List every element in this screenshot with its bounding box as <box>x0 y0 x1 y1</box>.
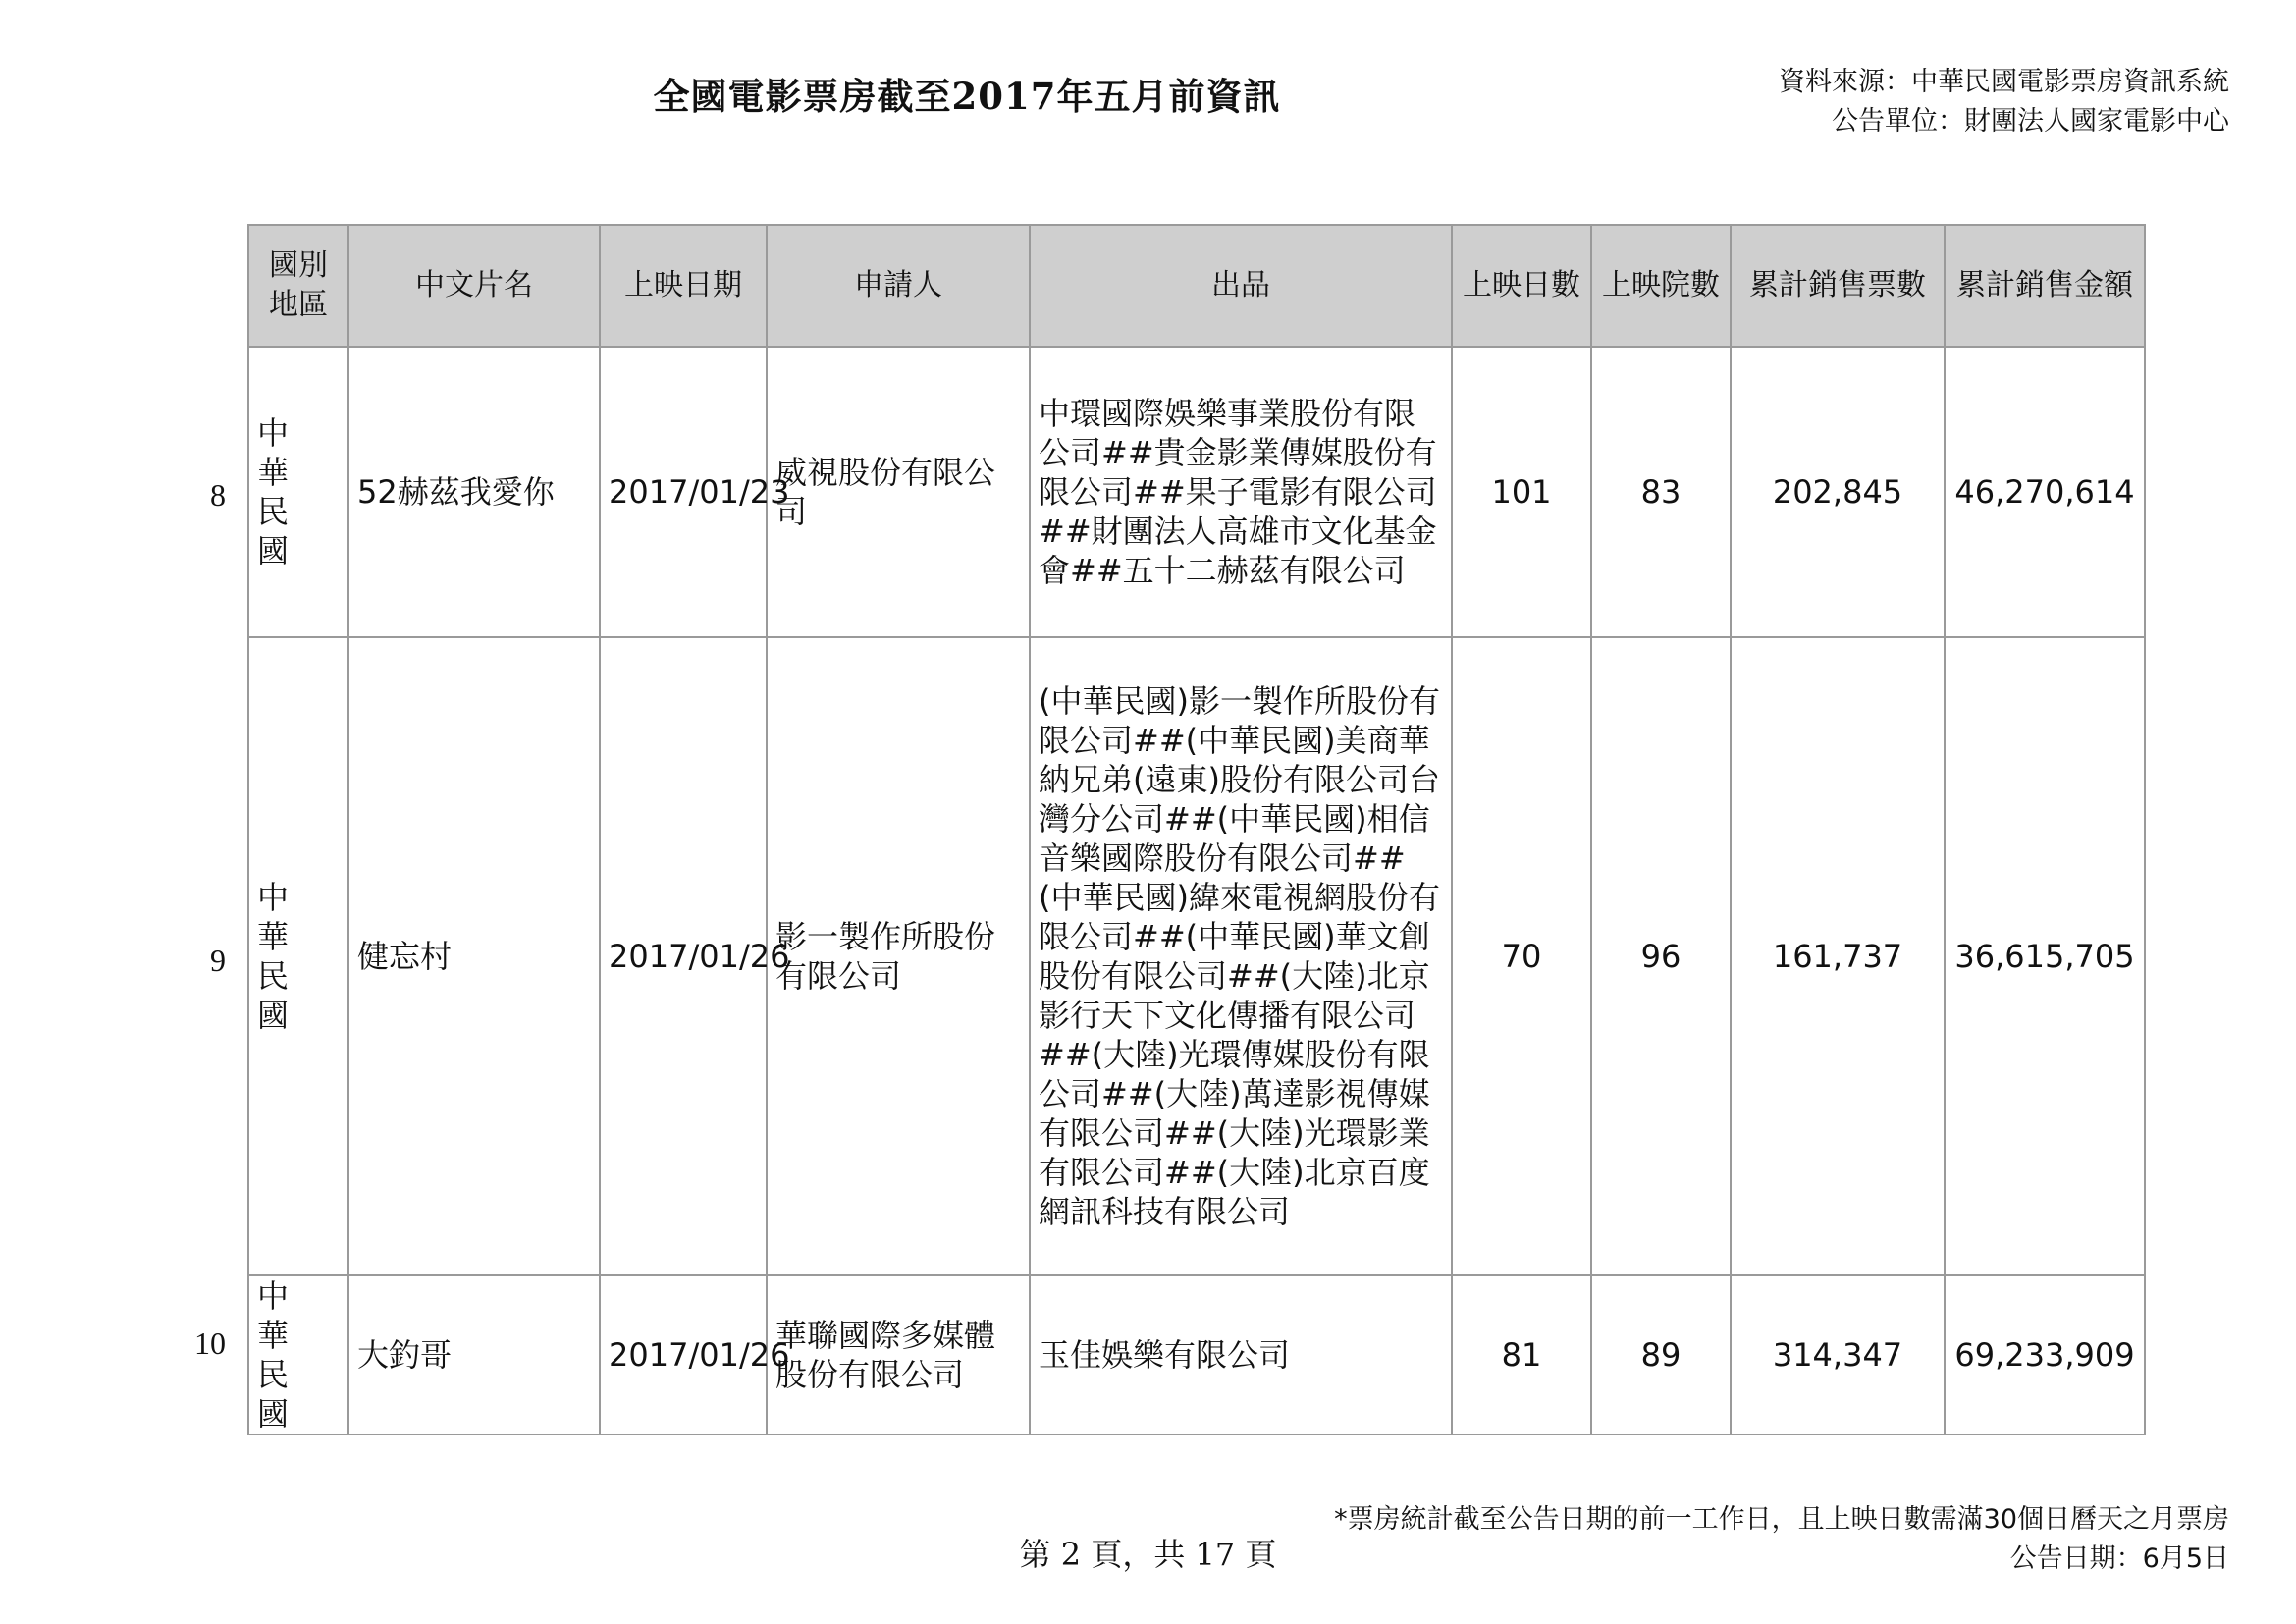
cell-release-date: 2017/01/23 <box>600 347 767 637</box>
page-title: 全國電影票房截至2017年五月前資訊 <box>653 75 1281 118</box>
row-index: 10 <box>194 1326 226 1361</box>
cell-theaters: 83 <box>1591 347 1731 637</box>
publisher-line: 公告單位：財團法人國家電影中心 <box>1832 106 2229 136</box>
cell-days: 81 <box>1452 1275 1591 1435</box>
cell-tickets: 314,347 <box>1731 1275 1945 1435</box>
cell-theaters: 89 <box>1591 1275 1731 1435</box>
cell-release-date: 2017/01/26 <box>600 637 767 1275</box>
cell-release-date: 2017/01/26 <box>600 1275 767 1435</box>
cell-applicant: 威視股份有限公司 <box>767 347 1030 637</box>
cell-producer: 玉佳娛樂有限公司 <box>1030 1275 1452 1435</box>
col-header-revenue: 累計銷售金額 <box>1945 225 2145 347</box>
cell-region: 中華民國 <box>248 347 348 637</box>
announce-date: 公告日期：6月5日 <box>2009 1543 2229 1574</box>
col-header-release-date: 上映日期 <box>600 225 767 347</box>
col-header-tickets: 累計銷售票數 <box>1731 225 1945 347</box>
cell-title: 52赫茲我愛你 <box>348 347 600 637</box>
cell-days: 101 <box>1452 347 1591 637</box>
table-row <box>248 637 2145 1275</box>
col-header-days: 上映日數 <box>1452 225 1591 347</box>
cell-applicant: 華聯國際多媒體股份有限公司 <box>767 1275 1030 1435</box>
col-header-producer: 出品 <box>1030 225 1452 347</box>
col-header-region: 國別地區 <box>248 225 348 347</box>
cell-applicant: 影一製作所股份有限公司 <box>767 637 1030 1275</box>
row-index: 9 <box>210 943 226 978</box>
cell-region: 中華民國 <box>248 1275 348 1435</box>
footnote-text: *票房統計截至公告日期的前一工作日，且上映日數需滿30個日曆天之月票房 <box>1334 1504 2229 1535</box>
col-header-title: 中文片名 <box>348 225 600 347</box>
source-line: 資料來源：中華民國電影票房資訊系統 <box>1779 67 2229 97</box>
header-row <box>248 225 2145 347</box>
table-row <box>248 1275 2145 1435</box>
cell-revenue: 46,270,614 <box>1945 347 2145 637</box>
source-info <box>1779 63 2229 141</box>
row-index: 8 <box>210 477 226 513</box>
col-header-theaters: 上映院數 <box>1591 225 1731 347</box>
cell-tickets: 161,737 <box>1731 637 1945 1275</box>
cell-revenue: 69,233,909 <box>1945 1275 2145 1435</box>
box-office-table <box>247 224 2146 1435</box>
cell-tickets: 202,845 <box>1731 347 1945 637</box>
cell-producer: (中華民國)影一製作所股份有限公司##(中華民國)美商華納兄弟(遠東)股份有限公司台灣分公司##(中華民國)相信音樂國際股份有限公司##(中華民國)緯來電視網股份有限公司##(中華民國)華文創股份有限公司##(大陸)北京影行天下文化傳播有限公司##(大陸)光環傳媒股份有限公司##(大陸)萬達影視傳媒有限公司##(大陸)光環影業有限公司##(大陸)北京百度網訊科技有限公司 <box>1030 637 1452 1275</box>
page-number: 第 2 頁，共 17 頁 <box>1019 1536 1277 1573</box>
col-header-applicant: 申請人 <box>767 225 1030 347</box>
cell-region: 中華民國 <box>248 637 348 1275</box>
cell-days: 70 <box>1452 637 1591 1275</box>
cell-title: 大釣哥 <box>348 1275 600 1435</box>
cell-theaters: 96 <box>1591 637 1731 1275</box>
cell-revenue: 36,615,705 <box>1945 637 2145 1275</box>
cell-producer: 中環國際娛樂事業股份有限公司##貴金影業傳媒股份有限公司##果子電影有限公司##財團法人高雄市文化基金會##五十二赫茲有限公司 <box>1030 347 1452 637</box>
table-row <box>248 347 2145 637</box>
cell-title: 健忘村 <box>348 637 600 1275</box>
